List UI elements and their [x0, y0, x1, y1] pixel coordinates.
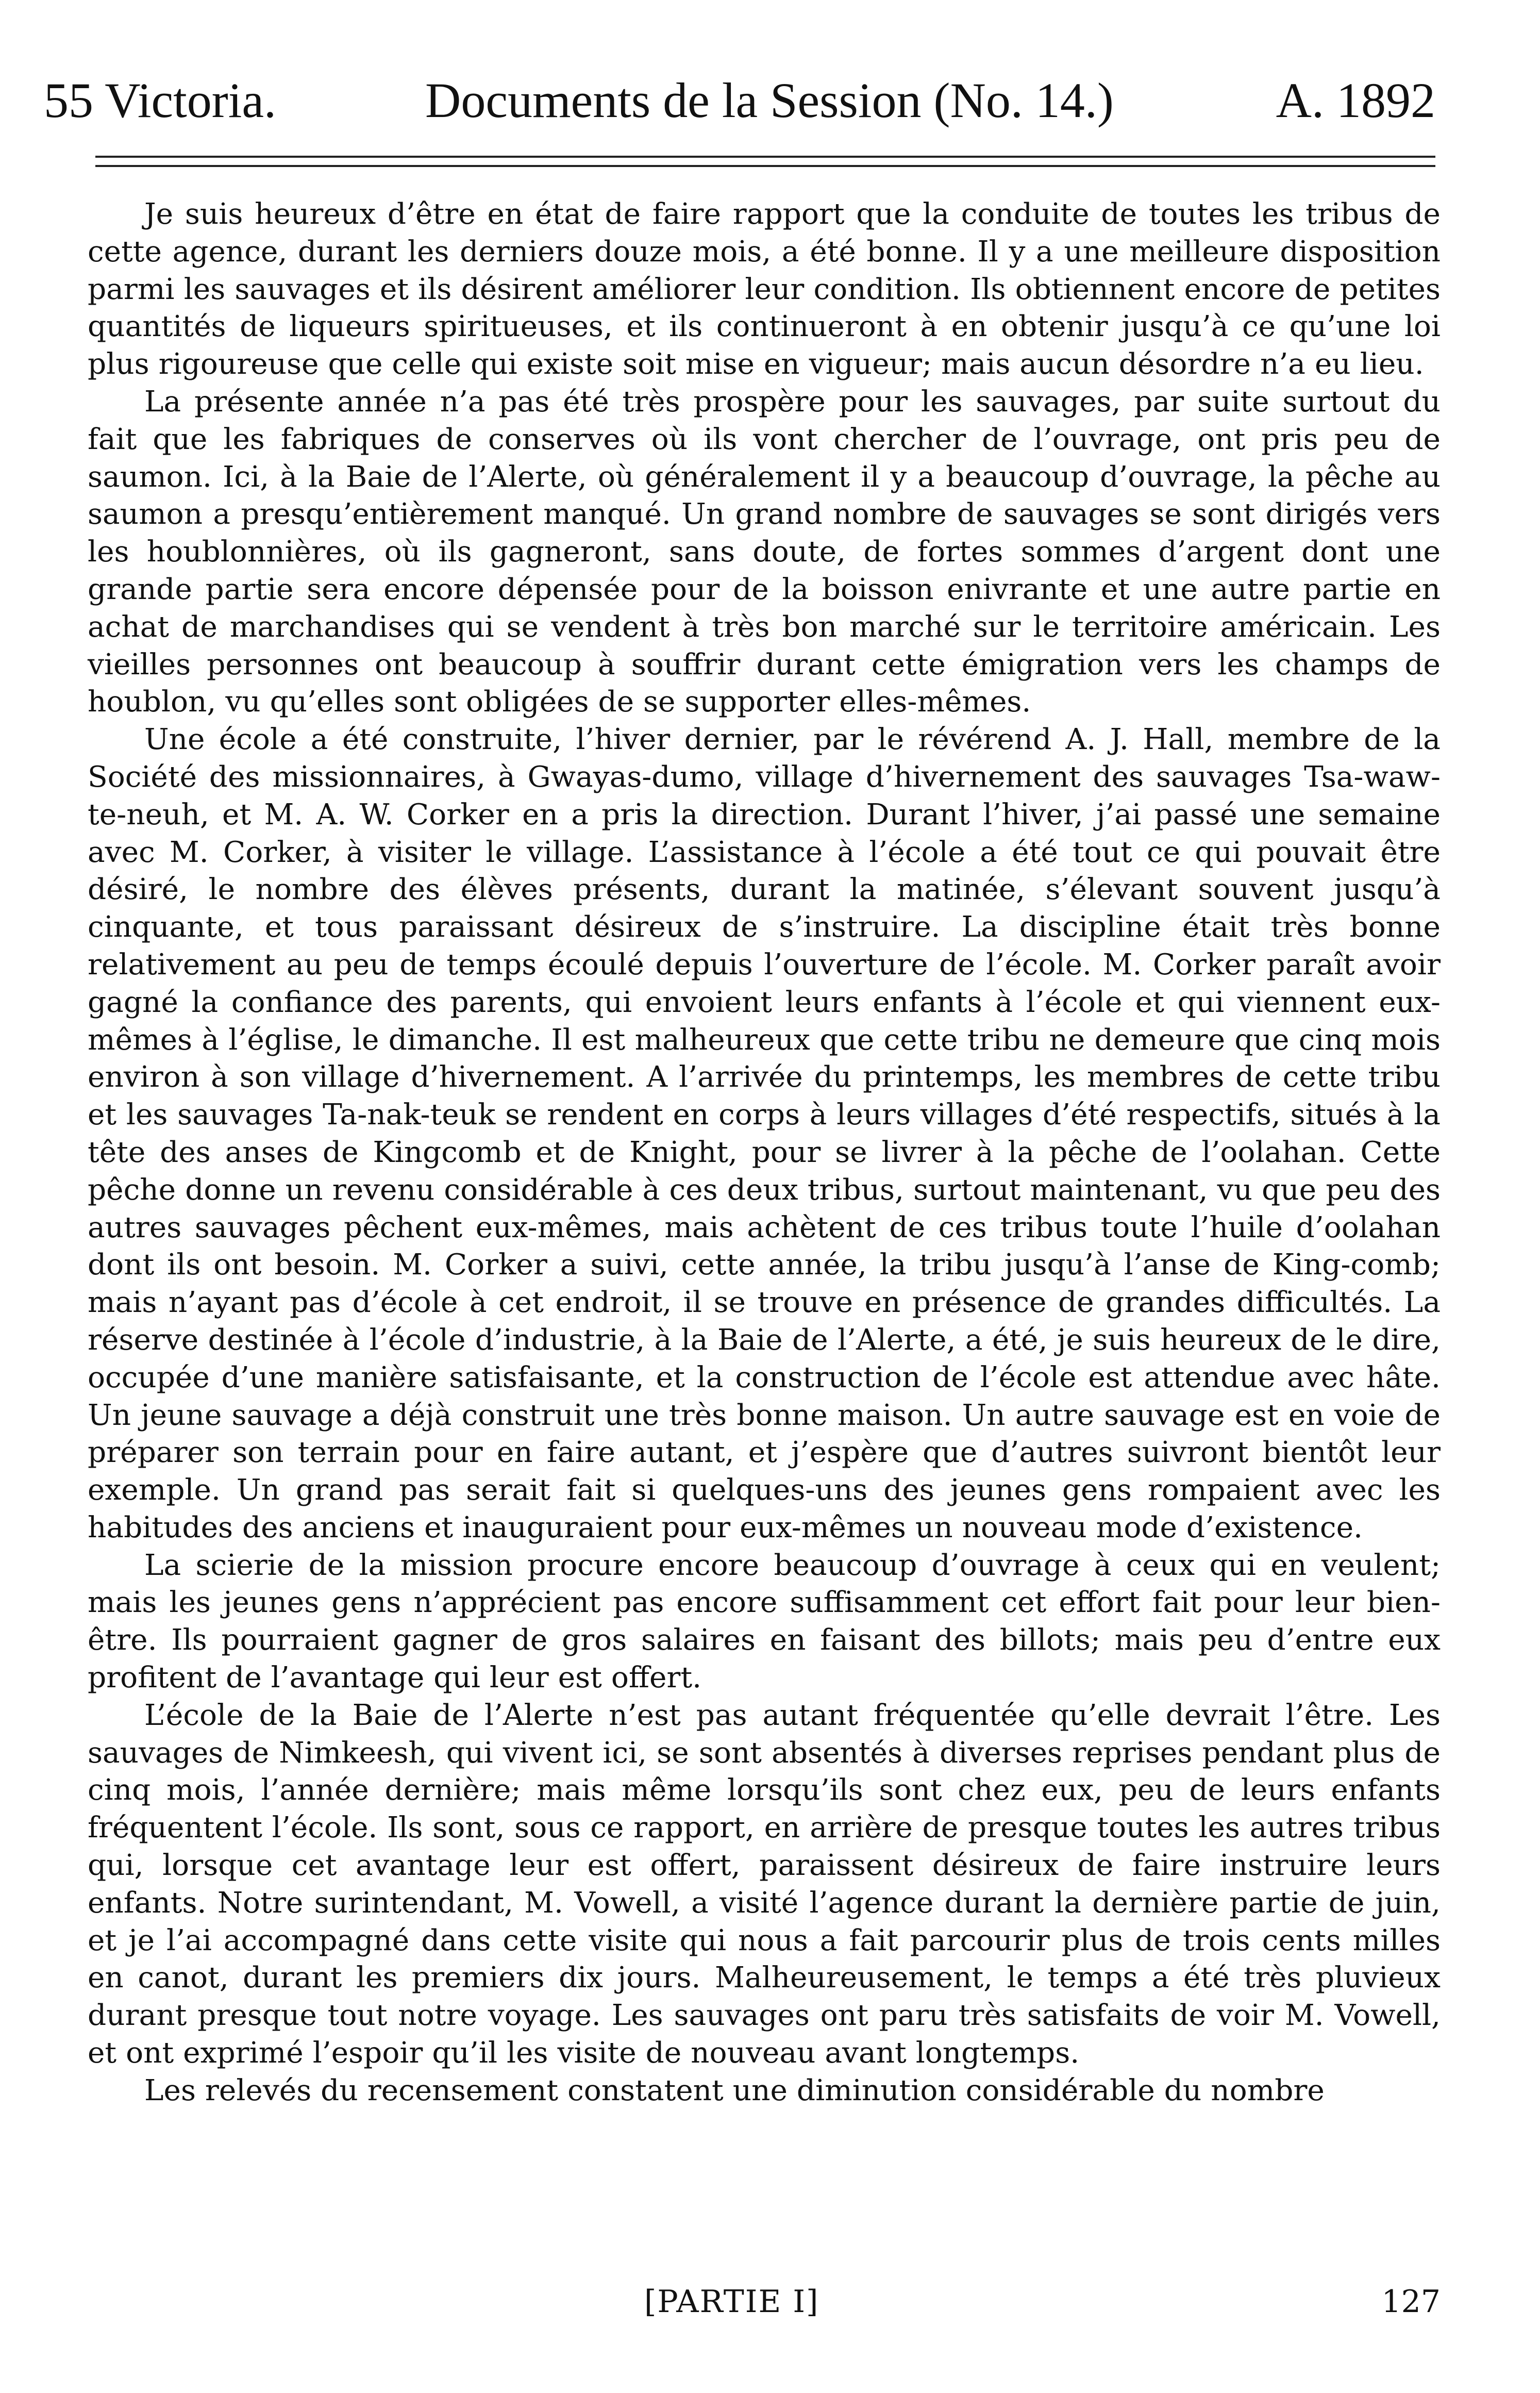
- header-rule-bottom: [95, 165, 1435, 167]
- paragraph: Je suis heureux d’être en état de faire rapport que la conduite de toutes les tribus de cette agence, durant les derniers douze mois, a été bonne. Il y a une meilleure disposition parmi les sauvages et ils désirent améliorer leur condition. Ils obtiennent encore de petites quantités de liqueurs spiritueuses, et ils continueront à en obtenir jusqu’à ce qu’une loi plus rigoureuse que celle qui existe soit mise en vigueur; mais aucun désordre n’a eu lieu.: [88, 197, 1441, 381]
- paragraph: L’école de la Baie de l’Alerte n’est pas autant fréquentée qu’elle devrait l’être. Les sauvages de Nimkeesh, qui vivent ici, se sont absentés à diverses reprises pendant plus de cinq mois, l’année dernière; mais même lorsqu’ils sont chez eux, peu de leurs enfants fréquentent l’école. Ils sont, sous ce rapport, en arrière de presque toutes les autres tribus qui, lorsque cet avantage leur est offert, paraissent désireux de faire instruire leurs enfants. Notre surintendant, M. Vowell, a visité l’agence durant la dernière partie de juin, et je l’ai accompagné dans cette visite qui nous a fait parcourir plus de trois cents milles en canot, durant les premiers dix jours. Malheureusement, le temps a été très pluvieux durant presque tout notre voyage. Les sauvages ont paru très satisfaits de voir M. Vowell, et ont exprimé l’espoir qu’il les visite de nouveau avant longtemps.: [88, 1698, 1441, 2070]
- header-document-title: Documents de la Session (No. 14.): [425, 73, 1114, 128]
- body-text: [88, 196, 1441, 2110]
- paragraph: La présente année n’a pas été très prospère pour les sauvages, par suite surtout du fait que les fabriques de conserves où ils vont chercher de l’ouvrage, ont pris peu de saumon. Ici, à la Baie de l’Alerte, où généralement il y a beaucoup d’ouvrage, la pêche au saumon a presqu’entièrement manqué. Un grand nombre de sauvages se sont dirigés vers les houblonnières, où ils gagneront, sans doute, de fortes sommes d’argent dont une grande partie sera encore dépensée pour de la boisson enivrante et une autre partie en achat de marchandises qui se vendent à très bon marché sur le territoire américain. Les vieilles personnes ont beaucoup à souffrir durant cette émigration vers les champs de houblon, vu qu’elles sont obligées de se supporter elles-mêmes.: [88, 385, 1441, 719]
- page-footer: [88, 2279, 1441, 2325]
- header-session: 55 Victoria.: [44, 73, 277, 128]
- page-number: 127: [1381, 2284, 1441, 2320]
- paragraph: La scierie de la mission procure encore beaucoup d’ouvrage à ceux qui en veulent; mais les jeunes gens n’apprécient pas encore suffisamment cet effort fait pour leur bien-être. Ils pourraient gagner de gros salaires en faisant des billots; mais peu d’entre eux profitent de l’avantage qui leur est offert.: [88, 1548, 1441, 1695]
- running-header: [44, 67, 1435, 134]
- paragraph: Une école a été construite, l’hiver dernier, par le révérend A. J. Hall, membre de la Société des missionnaires, à Gwayas-dumo, village d’hivernement des sauvages Tsa-waw-te-neuh, et M. A. W. Corker en a pris la direction. Durant l’hiver, j’ai passé une semaine avec M. Corker, à visiter le village. L’assistance à l’école a été tout ce qui pouvait être désiré, le nombre des élèves présents, durant la matinée, s’élevant souvent jusqu’à cinquante, et tous paraissant désireux de s’instruire. La discipline était très bonne relativement au peu de temps écoulé depuis l’ouverture de l’école. M. Corker paraît avoir gagné la confiance des parents, qui envoient leurs enfants à l’école et qui viennent eux-mêmes à l’église, le dimanche. Il est malheureux que cette tribu ne demeure que cinq mois environ à son village d’hivernement. A l’arrivée du printemps, les membres de cette tribu et les sauvages Ta-nak-teuk se rendent en corps à leurs villages d’été respectifs, situés à la tête des anses de Kingcomb et de Knight, pour se livrer à la pêche de l’oolahan. Cette pêche donne un revenu considérable à ces deux tribus, surtout maintenant, vu que peu des autres sauvages pêchent eux-mêmes, mais achètent de ces tribus toute l’huile d’oolahan dont ils ont besoin. M. Corker a suivi, cette année, la tribu jusqu’à l’anse de King-comb; mais n’ayant pas d’école à cet endroit, il se trouve en présence de grandes difficultés. La réserve destinée à l’école d’industrie, à la Baie de l’Alerte, a été, je suis heureux de le dire, occupée d’une manière satisfaisante, et la construction de l’école est attendue avec hâte. Un jeune sauvage a déjà construit une très bonne maison. Un autre sauvage est en voie de préparer son terrain pour en faire autant, et j’espère que d’autres suivront bientôt leur exemple. Un grand pas serait fait si quelques-uns des jeunes gens rompaient avec les habitudes des anciens et inauguraient pour eux-mêmes un nouveau mode d’existence.: [88, 723, 1441, 1544]
- paragraph: Les relevés du recensement constatent une diminution considérable du nombre: [144, 2073, 1325, 2107]
- header-rule-top: [95, 156, 1435, 158]
- header-year: A. 1892: [1276, 73, 1435, 128]
- part-label: [PARTIE I]: [644, 2284, 819, 2320]
